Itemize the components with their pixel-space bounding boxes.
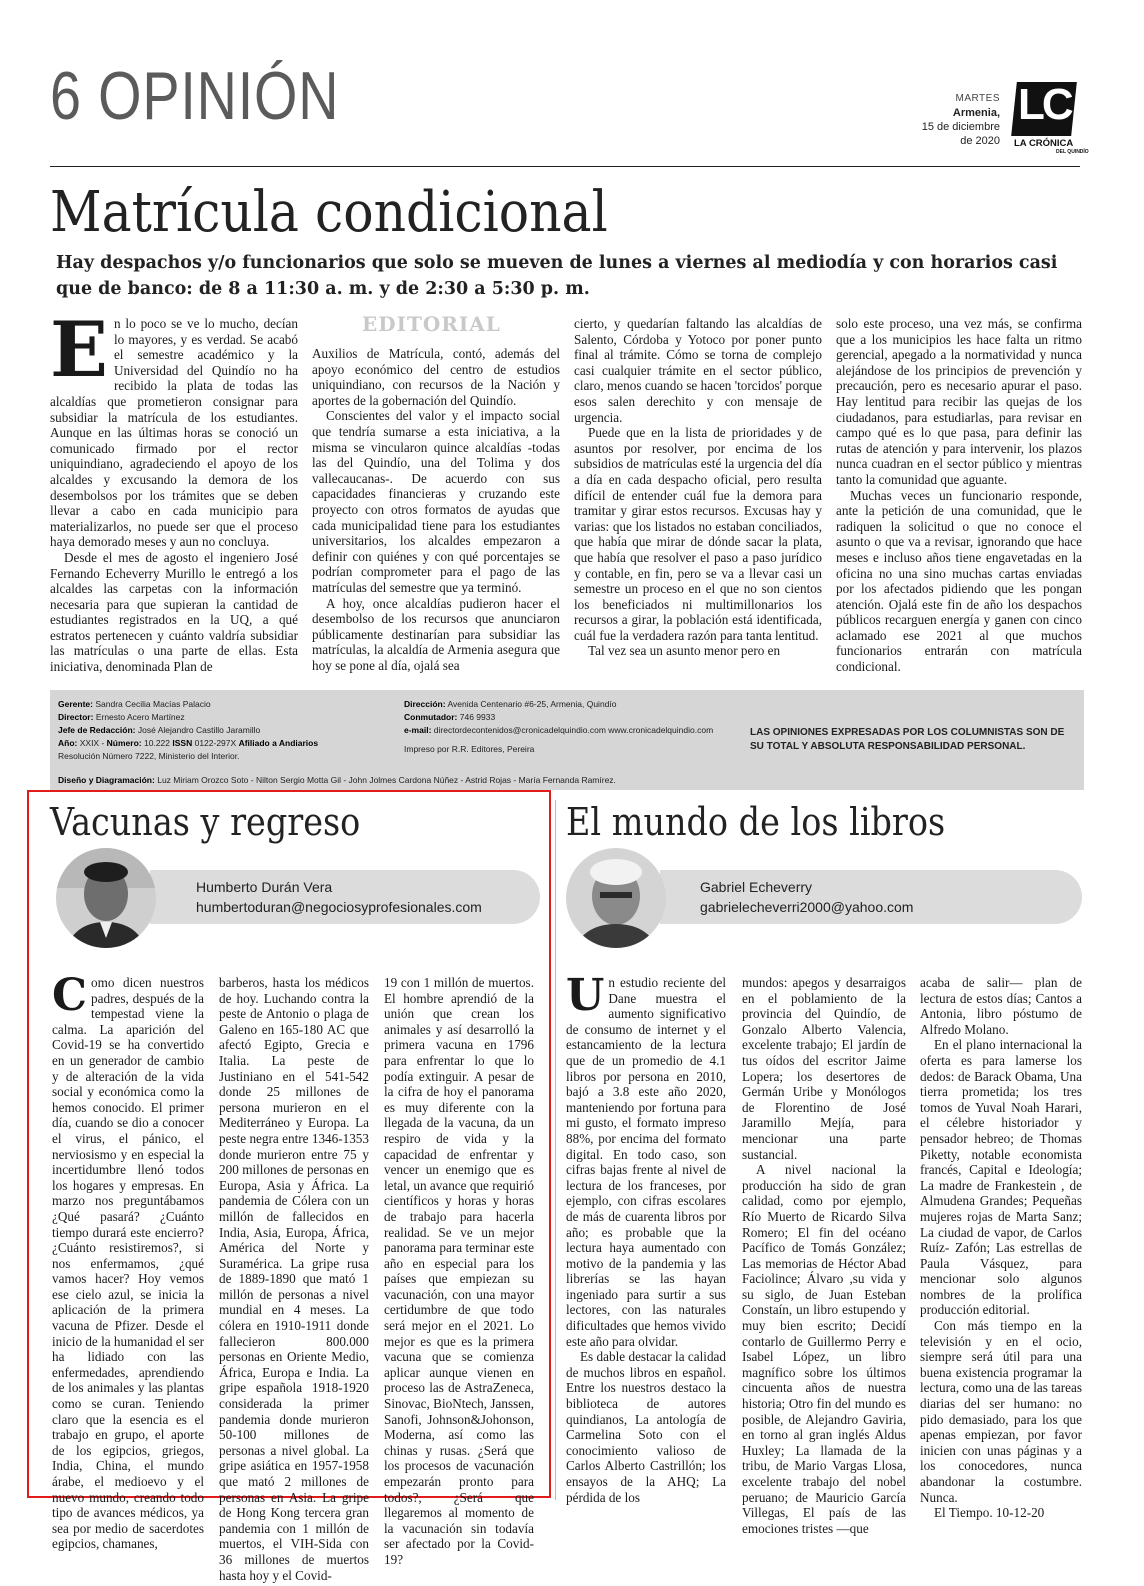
label: Número: [106, 738, 142, 748]
editorial-column-1 [50, 305, 298, 675]
avatar-icon [56, 848, 156, 948]
value: Luz Miriam Orozco Soto - Nilton Sergio Motta Gil - John Jolmes Cardona Núñez - Astrid Rojas - María Fernanda Ramírez. [157, 775, 616, 785]
date-day: MARTES [955, 93, 1000, 104]
label: Jefe de Redacción: [58, 725, 136, 735]
author-email[interactable]: gabrielecheverri2000@yahoo.com [700, 899, 914, 915]
paragraph-text: n estudio reciente del Dane muestra el aumento significativo de consumo de internet y el estancamiento de la lectura que de un promedio de 4.1 libros por persona en 2010, bajó a 3.8 este año 2020, manteniendo por fortuna para mi gusto, el formato impreso 88%, por encima del formato digital. En todo caso, son cifras bajas frente al nivel de lectura de los franceses, por ejemplo, con cifras escolares de más de cuarenta libros por año; es probable que la lectura haya aumentado con motivo de la pandemia y las librerías se las hayan ingeniado para surtir a sus lectores, con las naturales dificultades que hemos vivido este año para olvidar. [566, 975, 726, 1349]
editorial-paragraph: A hoy, once alcaldías pudieron hacer el desembolso de los recursos que anunciaron públicamente destinarían para subsidiar las matrículas, la alcaldía de Armenia asegura que hoy se pone al día, ojalá sea [312, 595, 560, 673]
author-name: Gabriel Echeverry [700, 879, 813, 895]
logo-sub: DEL QUINDÍO [1056, 149, 1089, 155]
logo-name: LA CRÓNICA [1014, 138, 1074, 149]
editorial-paragraph: Muchas veces un funcionario responde, ante la petición de una comunidad, que le radiquen la solicitud o que no conoce el asunto o que va a revisar, ignorando que hace meses e incluso años tiene engavetadas en la oficina no una sino muchas cartas enviadas por los afectados pidiendo que les pongan atención. Ojalá este fin de año los despachos públicos recarguen energía y ganen con cinco aclamado ese 2021 al que muchos funcionarios entrarán con matrícula condicional. [836, 487, 1082, 675]
column-paragraph: acaba de salir— plan de lectura de estos días; Cantos a Antonia, libro póstumo de Alfredo Molano. [920, 975, 1082, 1037]
masthead-contact [404, 698, 764, 756]
column-paragraph: Con más tiempo en la televisión y en el ocio, siempre será útil para una buena existencia programar la lectura, como una de las tareas diarias del ser humano: no pido demasiado, para los que apenas empiezan, por favor inicien con unas páginas y a los conocedores, nunca abandonar la costumbre. Nunca. [920, 1318, 1082, 1505]
section-title: 6 OPINIÓN [50, 58, 340, 134]
column-left-text-2 [219, 975, 369, 1583]
column-paragraph: El Tiempo. 10-12-20 [934, 1505, 1045, 1521]
drop-cap: U [566, 970, 605, 1021]
editorial-paragraph [50, 305, 298, 550]
column-left-text-3 [384, 975, 534, 1568]
newspaper-logo [1012, 82, 1090, 156]
column-left-text-1 [52, 970, 204, 1552]
column-right-text-2 [742, 975, 906, 1536]
drop-cap: C [52, 970, 88, 1021]
label: ISSN [172, 738, 193, 748]
editorial-paragraph: Tal vez sea un asunto menor pero en [588, 643, 781, 659]
value: Ernesto Acero Martínez [95, 712, 185, 722]
editorial-paragraph: solo este proceso, una vez más, se confirma que a los municipios les hace falta un ritmo gerencial, apegado a la normatividad y nunca alejándose de los principios de prevención y precaución, pero es necesario apurar el paso. Hay lentitud para recibir las quejas de los ciudadanos, para estudiarlas, para revisar en campo qué es lo que pasa, para definir las rutas de atención y para intervenir, los plazos nunca cuadran en el sector público y mientras tanto la comunidad que aguante. [836, 316, 1082, 487]
label: Conmutador: [404, 712, 458, 722]
design-credits [58, 774, 1058, 787]
printer: Impreso por R.R. Editores, Pereira [404, 744, 535, 754]
editorial-headline: Matrícula condicional [50, 180, 608, 245]
paragraph-text: n lo poco se ve lo mucho, decían lo mayores, y es verdad. Se acabó el semestre académico y la Universidad del Quindío no ha recibido la plata de todas las alcaldías que prometieron consignar para subsidiar la matrícula de los estudiantes. Aunque en las últimas horas se conoció un comunicado firmado por el rector uniquindiano, agradeciendo el apoyo de los alcaldes y excusando la demora de los desembolsos por los trámites que se deben llevar a cabo en cada municipio para materializarlos, no puede ser que el proceso haya demorado meses y aun no concluya. [50, 316, 298, 550]
label: Dirección: [404, 699, 446, 709]
editorial-paragraph: Auxilios de Matrícula, contó, además del apoyo económico del centro de estudios uniquindiano, con recursos de la Nación y aportes de la gobernación del Quindío. [312, 346, 560, 408]
column-paragraph: barberos, hasta los médicos de hoy. Luchando contra la peste de Antonio o plaga de Galeno en 165-180 AC que afectó Egipto, Grecia e Italia. La peste de Justiniano en el 541-542 donde 25 millones de persona murieron en el Mediterráneo y Europa. La peste negra entre 1346-1353 donde murieron entre 75 y 200 millones de personas en Europa, Asia y África. La pandemia de Cólera con un millón de fallecidos en India, Asia, Europa, África, América del Norte y Suramérica. La gripe rusa de 1889-1890 que mató 1 millón de personas a nivel mundial en 4 meses. La cólera en 1910-1911 donde fallecieron 800.000 personas en Oriente Medio, África, Europa e India. La gripe española 1918-1920 considerada la primer pandemia donde murieron 50-100 millones de personas a nivel global. La gripe asiática en 1957-1958 que mató 2 millones de personas en Asia. La gripe de Hong Kong tercera gran pandemia con 1 millón de muertos, el VIH-Sida con 36 millones de muertos hasta hoy y el Covid- [219, 975, 369, 1583]
value: 10.222 [144, 738, 170, 748]
editorial-paragraph: Desde el mes de agosto el ingeniero José Fernando Echeverry Murillo le entregó a los alcaldes las carpetas con la información necesaria para que supieran la cantidad de estudiantes registrados en la UQ, a qué estratos pertenecen y cuánto valdría subsidiar las matrículas o una parte de ellas. Esta iniciativa, denominada Plan de [50, 549, 298, 675]
drop-cap: E [50, 305, 108, 394]
column-paragraph [566, 970, 726, 1349]
column-title: Vacunas y regreso [50, 800, 361, 844]
column-title: El mundo de los libros [566, 800, 946, 844]
masthead-box [50, 690, 1084, 790]
label: e-mail: [404, 725, 432, 735]
label: Director: [58, 712, 94, 722]
value: 0122-297X [194, 738, 237, 748]
author-name: Humberto Durán Vera [196, 879, 333, 895]
column-separator [555, 800, 556, 1500]
label: Gerente: [58, 699, 93, 709]
affiliation: Afiliado a Andiarios [238, 738, 319, 748]
header-divider [50, 166, 1080, 167]
column-right-text-3 [920, 975, 1082, 1521]
column-paragraph: En el plano internacional la oferta es para lamerse los dedos: de Barack Obama, Una tierra prometida; los tres tomos de Yuval Noah Harari, el célebre historiador y pensador hebreo; de Thomas Piketty, notable economista francés, Capital e Ideología; La madre de Frankestein , de Almudena Grandes; Pequeñas mujeres rojas de Marta Sanz; La ciudad de vapor, de Carlos Ruíz- Zafón; Las estrellas de Paula Vásquez, para mencionar solo algunos nombres de la prolífica producción editorial. [920, 1037, 1082, 1318]
value: José Alejandro Castillo Jaramillo [137, 725, 261, 735]
column-paragraph [52, 970, 204, 1552]
editorial-column-2 [312, 346, 560, 673]
disclaimer: LAS OPINIONES EXPRESADAS POR LOS COLUMNISTAS SON DE SU TOTAL Y ABSOLUTA RESPONSABILIDAD PERSONAL. [750, 727, 1065, 752]
avatar-icon [566, 848, 666, 948]
value: 746 9933 [459, 712, 496, 722]
editorial-column-4 [836, 316, 1082, 675]
date-line-1: 15 de diciembre [921, 121, 1000, 133]
date-block [900, 92, 1000, 148]
value: XXIX - [79, 738, 105, 748]
logo-letters: LC [1018, 80, 1071, 129]
date-line-2: de 2020 [960, 135, 1000, 147]
column-paragraph: Es dable destacar la calidad de muchos libros en español. Entre los nuestros destaco la biblioteca de autores quindianos, La antología de Carmelina Soto con el conocimiento valioso de Carlos Alberto Castrillón; los ensayos de la AHQ; La pérdida de los [566, 1349, 726, 1505]
value: Avenida Centenario #6-25, Armenia, Quindío [447, 699, 617, 709]
value: Sandra Cecilia Macías Palacio [95, 699, 211, 709]
column-paragraph: mundos: apegos y desarraigos en el poblamiento de la provincia del Quindío, de Gonzalo Alberto Valencia, excelente trabajo; El jardín de tus oídos del escritor Jaime Lopera; los desertores de Germán Uribe y Monólogos de Florentino de José Jaramillo Mejía, para mencionar una parte sustancial. [742, 975, 906, 1162]
date-city: Armenia, [952, 107, 1000, 119]
column-paragraph: A nivel nacional la producción ha sido de gran calidad, como por ejemplo, Río Muerto de Ricardo Silva Romero; El fin del océano Pacífico de Tomás González; Las memorias de Héctor Abad Faciolince; Álvaro ,su vida y su siglo, de Juan Esteban Constaín, un libro estupendo y muy bien escrito; Decidí contarlo de Guillermo Perry e Isabel López, un libro magnífico sobre los últimos cincuenta años de nuestra historia; Otro fin del mundo es posible, de Alejandro Gaviria, en torno al gran inglés Aldus Huxley; La llamada de la tribu, de Mario Vargas Llosa, excelente trabajo del nobel peruano; de Mauricio García Villegas, El país de las emociones tristes —que [742, 1162, 906, 1536]
editorial-lede: Hay despachos y/o funcionarios que solo se mueven de lunes a viernes al mediodía y con horarios casi que de banco: de 8 a 11:30 a. m. y de 2:30 a 5:30 p. m. [56, 253, 1058, 299]
editorial-column-3 [574, 316, 822, 659]
author-photo [56, 848, 156, 948]
label: Año: [58, 738, 78, 748]
resolution: Resolución Número 7222, Ministerio del Interior. [58, 751, 240, 761]
editorial-paragraph: cierto, y quedarían faltando las alcaldías de Salento, Córdoba y Yotoco por poner punto final al trámite. Cómo se torna de complejo casi cualquier trámite en el sector público, claro, menos cuando se hacen 'torcidos' porque esos salen derechito y con mensaje de urgencia. [574, 316, 822, 425]
value: directordecontenidos@cronicadelquindio.com www.cronicadelquindio.com [433, 725, 714, 735]
column-paragraph: 19 con 1 millón de muertos. El hombre aprendió de la unión que crean los animales y así desarrolló la primera vacuna en 1796 para enfrentar lo que lo podía extinguir. A pesar de la cifra de hoy el panorama es muy diferente con la llegada de la vacuna, da un respiro de vida y la capacidad de enfrentar y vencer un enemigo que es letal, un avance que requirió científicos y horas y horas de trabajo para hacerla realidad. Se ve un mejor panorama para terminar este año en especial para los países que empiezan su vacunación, con una mayor certidumbre de que todo será mejor en el 2021. Lo mejor es que es la primera vacuna que se comienza aplicar aunque vienen en proceso las de AstraZeneca, Sinovac, BioNtech, Janssen, Sanofi, Johnson&Johonson, Moderna, así como las chinas y rusas. ¿Será que los procesos de vacunación empezarán pronto para todos?, ¿Será que llegaremos al momento de la vacunación sin todavía ser afectado por la Covid-19? [384, 975, 534, 1567]
author-photo [566, 848, 666, 948]
editorial-label: EDITORIAL [362, 312, 501, 336]
editorial-paragraph: Puede que en la lista de prioridades y de asuntos por resolver, por encima de los subsidios de matrículas esté la urgencia del día a día en cada despacho oficial, pero resulta difícil de entender cuál fue la demora para tramitar y girar estos recursos. Excusas hay y varias: que los listados no estaban conciliados, que había que mirar de dónde sacar la plata, que había que resolver el paso a paso jurídico y contable, en fin, pero se va a llevar casi un semestre un proceso en el que no son cientos los beneficiados ni multimillonarios los recursos a girar, la población está identificada, cuál fue la verdadera razón para tanta lentitud. [574, 425, 822, 643]
author-email[interactable]: humbertoduran@negociosyprofesionales.com [196, 899, 482, 915]
column-right-text-1 [566, 970, 726, 1505]
masthead-staff [58, 698, 398, 763]
editorial-paragraph: Conscientes del valor y el impacto social que tendría sumarse a esta iniciativa, a la misma se vincularon quince alcaldías -todas las del Quindío, una del Tolima y dos vallecaucanas-. De acuerdo con sus capacidades financieras y cruzando este proyecto con otros formatos de ayudas que cada municipalidad tiene para los estudiantes universitarios, los alcaldes empezaron a definir con quiénes y con qué porcentajes se podrían comprometer para el pago de las matrículas del semestre que ya terminó. [312, 408, 560, 595]
paragraph-text: omo dicen nuestros padres, después de la tempestad viene la calma. La aparición del Covid-19 se ha convertido en un generador de cambio y de alteración de la vida social y económica como la hemos conocido. El primer día, cuando se dio a conocer el virus, el pánico, el nerviosismo y en especial la incertidumbre llenó todos los hogares y empresas. En marzo nos preguntábamos ¿Qué pasará? ¿Cuánto tiempo durará este encierro? ¿Cuánto resistiremos?, si nos enfermamos, ¿qué vamos hacer? Hoy vemos ese cielo azul, se inicia la aplicación de la primera vacuna de Pfizer. Desde el inicio de la humanidad el ser ha lidiado con las enfermedades, aprendiendo de los animales y las plantas como se curan. Teniendo claro que la esencia es el trabajo en grupo, el aporte de los egipcios, griegos, India, China, el mundo árabe, el medioevo y el nuevo mundo, creando todo tipo de avances médicos, ya sea por medio de sacerdotes egipcios, chamanes, [52, 975, 204, 1552]
label: Diseño y Diagramación: [58, 775, 155, 785]
